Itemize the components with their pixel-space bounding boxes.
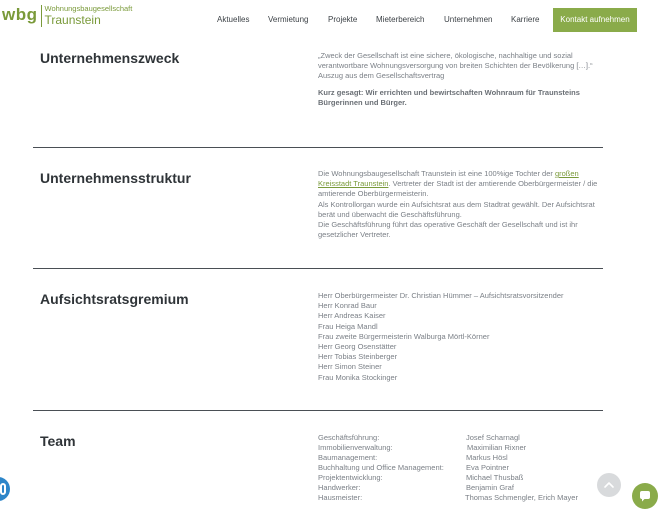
section-divider (33, 410, 603, 411)
struktur-para-3: Die Geschäftsführung führt das operative Geschäft der Gesellschaft und ist ihr gesetzlicher Vertreter. (318, 220, 578, 240)
list-item: Frau Heiga Mandl (318, 321, 378, 331)
team-name: Thomas Schmengler, Erich Mayer (465, 493, 578, 502)
gremium-member-list (318, 291, 618, 383)
team-role: Buchhaltung und Office Management: (318, 463, 444, 472)
section-title-struktur: Unternehmensstruktur (40, 170, 191, 186)
section-body-struktur (318, 169, 603, 240)
contact-button[interactable]: Kontakt aufnehmen (553, 8, 637, 32)
section-body-zweck (318, 51, 603, 108)
kreisstadt-link[interactable]: großen Kreisstadt Traunstein (318, 169, 579, 189)
team-name: Markus Hösl (466, 453, 508, 462)
struktur-text-before: Die Wohnungsbaugesellschaft Traunstein ist eine 100%ige Tochter der (318, 169, 555, 178)
team-name: Josef Scharnagl (466, 433, 520, 442)
team-role: Baumanagement: (318, 453, 378, 462)
team-name: Maximilian Rixner (467, 443, 527, 452)
list-item: Herr Oberbürgermeister Dr. Christian Hümmer – Aufsichtsratsvorsitzender (318, 291, 564, 300)
list-item: Herr Georg Osenstätter (318, 342, 397, 352)
struktur-para-2: Als Kontrollorgan wurde ein Aufsichtsrat aus dem Stadtrat gewählt. Der Aufsichtsrat berät und überwacht die Geschäftsführung. (318, 199, 595, 219)
struktur-para-1 (318, 169, 603, 200)
section-divider (33, 268, 603, 269)
list-item: Frau Monika Stockinger (318, 372, 398, 382)
team-name: Eva Pointner (466, 463, 509, 472)
list-item: Herr Simon Steiner (318, 362, 382, 372)
chat-icon (639, 490, 651, 502)
team-role: Handwerker: (318, 483, 361, 492)
team-role: Immobilienverwaltung: (318, 443, 393, 452)
logo-mark: wbg (2, 5, 38, 24)
zweck-summary: Kurz gesagt: Wir errichten und bewirtschaften Wohnraum für Traunsteins Bürgerinnen und Bürger. (318, 87, 580, 107)
zweck-quote: „Zweck der Gesellschaft ist eine sichere, ökologische, nachhaltige und sozial verantwortbare Wohnungsversorgung von breiten Schichten der Bevölkerung […].“ (318, 51, 593, 71)
accessibility-icon-glyph (0, 483, 6, 495)
nav-item-unternehmen[interactable]: Unternehmen (444, 15, 493, 24)
nav-item-mieterbereich[interactable]: Mieterbereich (376, 15, 425, 24)
section-title-team: Team (40, 433, 76, 449)
chat-button[interactable] (632, 483, 658, 509)
list-item: Herr Tobias Steinberger (318, 352, 398, 362)
section-title-zweck: Unternehmenszweck (40, 50, 180, 66)
list-item: Frau zweite Bürgermeisterin Walburga Mörtl-Körner (318, 331, 490, 341)
section-divider (33, 147, 603, 148)
logo-line-1: Wohnungsbaugesellschaft (44, 4, 133, 13)
nav-item-aktuelles[interactable]: Aktuelles (217, 15, 250, 24)
nav-item-karriere[interactable]: Karriere (511, 15, 540, 24)
nav-item-projekte[interactable]: Projekte (328, 15, 358, 24)
team-role: Projektentwicklung: (318, 473, 383, 482)
team-name: Michael Thusbaß (466, 473, 524, 482)
zweck-source: Auszug aus dem Gesellschaftsvertrag (318, 71, 445, 81)
nav-item-vermietung[interactable]: Vermietung (268, 15, 309, 24)
team-name: Benjamin Graf (466, 483, 514, 492)
team-role: Hausmeister: (318, 493, 363, 502)
struktur-text-after: . Vertreter der Stadt ist der amtierende Oberbürgermeister / die amtierende Oberbürgermeisterin. (318, 179, 598, 199)
list-item: Herr Andreas Kaiser (318, 311, 386, 321)
scroll-to-top-button[interactable] (597, 473, 621, 497)
logo-line-2: Traunstein (44, 13, 101, 27)
accessibility-icon[interactable] (0, 477, 10, 501)
chevron-up-icon (603, 479, 615, 491)
list-item: Herr Konrad Baur (318, 301, 377, 311)
section-title-gremium: Aufsichtsratsgremium (40, 291, 189, 307)
team-role: Geschäftsführung: (318, 433, 380, 442)
site-header (0, 0, 663, 38)
